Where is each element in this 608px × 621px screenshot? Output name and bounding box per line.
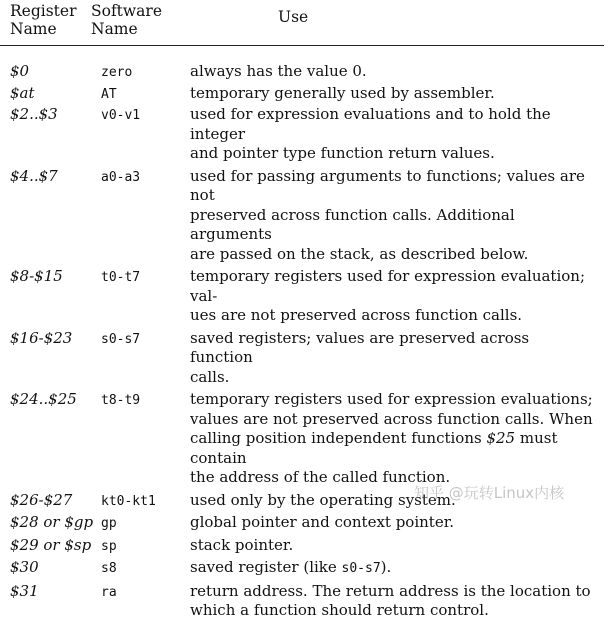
register-name: $28 or $gp (10, 513, 94, 531)
software-name: t8-t9 (101, 393, 141, 408)
table-row (0, 62, 608, 82)
software-name: kt0-kt1 (101, 493, 156, 509)
software-name: AT (101, 86, 117, 102)
register-name: $24..$25 (10, 390, 77, 408)
register-name: $8-$15 (10, 267, 63, 285)
register-name: $26-$27 (10, 490, 73, 509)
use-text-segment: must contain the address of the called function. (190, 429, 558, 486)
use-text-segment: saved register (like (190, 558, 342, 576)
register-use: stack pointer. (190, 535, 294, 554)
software-name: sp (101, 538, 117, 554)
software-name: gp (101, 516, 117, 531)
use-text-segment: $25 (486, 429, 516, 447)
register-name: $4..$7 (10, 166, 58, 185)
table-row (0, 329, 608, 388)
register-use: used for expression evaluations and to hold the integer and pointer type function return values. (190, 105, 551, 162)
register-name: $30 (10, 558, 39, 576)
header-register-name: Register Name (10, 2, 77, 38)
software-name: s8 (101, 561, 117, 576)
software-name: ra (101, 584, 117, 600)
use-text-segment: s0-s7 (341, 561, 381, 576)
software-name: t0-t7 (101, 270, 141, 285)
header-software-name: Software Name (91, 2, 163, 38)
watermark: 知乎 @玩转Linux内核 (414, 484, 565, 502)
table-body (0, 62, 608, 621)
table-row (0, 267, 608, 326)
use-text-segment: ). (380, 558, 392, 576)
table-row (0, 105, 608, 164)
register-name: $29 or $sp (10, 535, 92, 554)
software-name: a0-a3 (101, 169, 141, 185)
table-row (0, 558, 608, 579)
register-name: $0 (10, 62, 30, 80)
table-row (0, 167, 608, 265)
header-rule (0, 45, 604, 46)
register-use (190, 390, 595, 488)
register-name: $31 (10, 581, 39, 600)
table-row (0, 84, 608, 104)
table-row (0, 390, 608, 488)
register-use: temporary registers used for expression evaluation; val- ues are not preserved across function calls. (190, 267, 586, 324)
header-use: Use (278, 8, 309, 26)
table-row (0, 513, 608, 533)
software-name: s0-s7 (101, 331, 141, 347)
register-name: $2..$3 (10, 105, 58, 123)
software-name: v0-v1 (101, 108, 141, 123)
register-name: $at (10, 83, 35, 102)
register-use: always has the value 0. (190, 62, 367, 80)
table-header (0, 0, 608, 46)
register-use: global pointer and context pointer. (190, 513, 454, 531)
register-use: saved registers; values are preserved across function calls. (190, 328, 530, 386)
register-name: $16-$23 (10, 328, 73, 347)
use-text-segment: temporary registers used for expression evaluations; values are not preserved across function calls. When calling position independent functions (190, 390, 593, 447)
table-row (0, 582, 608, 621)
register-use: used for passing arguments to functions; values are not preserved across function calls. Additional arguments are passed on the stack, as described below. (190, 166, 585, 263)
table-row (0, 536, 608, 556)
register-use: temporary generally used by assembler. (190, 83, 495, 102)
software-name: zero (101, 65, 133, 80)
register-use: return address. The return address is the location to which a function should return control. (190, 581, 591, 619)
register-use (190, 558, 595, 579)
register-use: used only by the operating system. (190, 490, 456, 509)
